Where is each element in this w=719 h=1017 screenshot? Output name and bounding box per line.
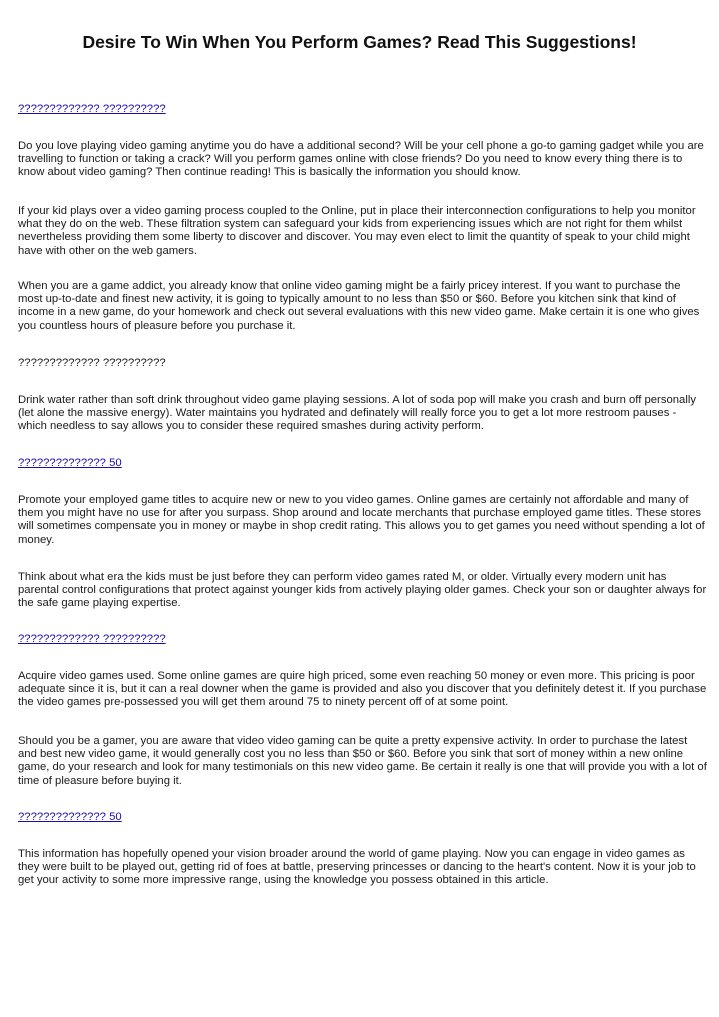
article-link-2[interactable]: ?????????????? 50 <box>18 457 122 469</box>
paragraph-gamer-expense: Should you be a gamer, you are aware that video video gaming can be quite a pretty expensive activity. In order to purchase the latest and best new video game, it would generally cost you no less than $50 or $60. Before you sink that sort of money within a new online game, do your research and look for many testimonials on this new video game. Be certain it really is one that will provide you with a lot of time of pleasure before buying it. <box>18 735 707 787</box>
paragraph-drink-water: Drink water rather than soft drink throughout video game playing sessions. A lot of soda pop will make you crash and burn off personally (let alone the massive energy). Water maintains you hydrated and definately will really force you to get a lot more restroom pauses - which needless to say allows you to consider these required smashes during activity perform. <box>18 394 696 433</box>
paragraph-game-cost: When you are a game addict, you already know that online video gaming might be a fairly pricey interest. If you want to purchase the most up-to-date and finest new activity, it is going to typically amount to no less than $50 or $60. Before you kitchen sink that kind of income in a new game, do your homework and check out several evaluations with this new video game. Make certain it is one who gives you countless hours of pleasure before you purchase it. <box>18 280 700 332</box>
page-title: Desire To Win When You Perform Games? Read This Suggestions! <box>82 32 637 52</box>
paragraph-placeholder-text: ????????????? ?????????? <box>18 357 166 369</box>
article-link-4[interactable]: ?????????????? 50 <box>18 811 122 823</box>
paragraph-parental-controls: Think about what era the kids must be just before they can perform video games rated M, or older. Virtually every modern unit has parental control configurations that protect against younger kids from actively playing older games. Check your son or daughter always for the safe game playing expertise. <box>18 571 707 610</box>
article-link-3[interactable]: ????????????? ?????????? <box>18 633 166 645</box>
paragraph-kid-monitoring: If your kid plays over a video gaming process coupled to the Online, put in place their interconnection configurations to help you monitor what they do on the web. These filtration system can safeguard your kids from experiencing issues which are not right for them whilst nevertheless providing them some liberty to discover and discover. You may even elect to limit the quantity of speak to your child might have with other on the web gamers. <box>18 205 696 257</box>
paragraph-sell-used-games: Promote your employed game titles to acquire new or new to you video games. Online games are certainly not affordable and many of them you might have no use for after you surpass. Shop around and locate merchants that purchase employed game titles. These stores will sometimes compensate you in money or maybe in shop credit rating. This allows you to get games you need without spending a lot of money. <box>18 494 705 546</box>
article-link-1[interactable]: ????????????? ?????????? <box>18 103 166 115</box>
paragraph-conclusion: This information has hopefully opened your vision broader around the world of game playing. Now you can engage in video games as they were built to be played out, getting rid of foes at battle, preserving princesses or dancing to the heart's content. Now it is your job to get your activity to some more impressive range, using the knowledge you possess obtained in this article. <box>18 848 696 887</box>
paragraph-intro: Do you love playing video gaming anytime you do have a additional second? Will be your cell phone a go-to gaming gadget while you are travelling to function or taking a crack? Will you perform games online with close friends? Do you need to know every thing there is to know about video gaming? Then continue reading! This is basically the information you should know. <box>18 140 704 179</box>
paragraph-acquire-used: Acquire video games used. Some online games are quire high priced, some even reaching 50 money or even more. This pricing is poor adequate since it is, but it can a real downer when the game is provided and also you discover that you definitely detest it. If you purchase the video games pre-possessed you will get them around 75 to ninety percent off of at some point. <box>18 670 707 709</box>
